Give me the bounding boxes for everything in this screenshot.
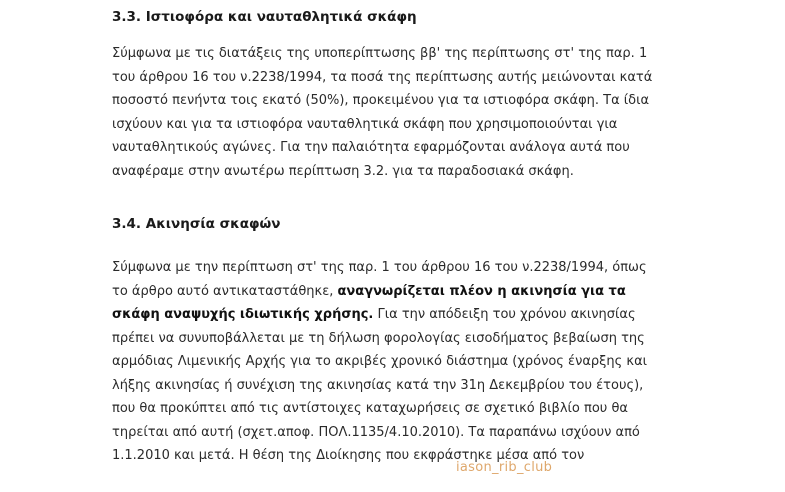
paragraph-line bbox=[112, 280, 672, 304]
paragraph-line: που θα προκύπτει από τις αντίστοιχες καταχωρήσεις σε σχετικό βιβλίο που θα bbox=[112, 401, 628, 416]
paragraph-line: 1.1.2010 και μετά. Η θέση της Διοίκησης που εκφράστηκε μέσα από τον bbox=[112, 448, 585, 463]
paragraph-line: του άρθρου 16 του ν.2238/1994, τα ποσά της περίπτωσης αυτής μειώνονται κατά bbox=[112, 69, 653, 85]
paragraph-line bbox=[112, 303, 672, 327]
bold-emphasis-text: αναγνωρίζεται πλέον η ακινησία για τα bbox=[337, 283, 626, 299]
paragraph-line: ναυταθλητικούς αγώνες. Για την παλαιότητα εφαρμόζονται ανάλογα αυτά που bbox=[112, 140, 630, 155]
paragraph-line: αρμόδιας Λιμενικής Αρχής για το ακριβές χρονικό διάστημα (χρόνος έναρξης και bbox=[112, 354, 648, 369]
paragraph-line: αναφέραμε στην ανωτέρω περίπτωση 3.2. για τα παραδοσιακά σκάφη. bbox=[112, 163, 574, 179]
section-3-4-heading: 3.4. Ακινησία σκαφών bbox=[112, 216, 281, 232]
paragraph-line: τηρείται από αυτή (σχετ.αποφ. ΠΟΛ.1135/4.10.2010). Τα παραπάνω ισχύουν από bbox=[112, 424, 640, 440]
paragraph-text: Για την απόδειξη του χρόνου ακινησίας bbox=[373, 307, 636, 322]
paragraph-line: Σύμφωνα με τις διατάξεις της υποπερίπτωσης ββ' της περίπτωσης στ' της παρ. 1 bbox=[112, 46, 648, 61]
paragraph-line: ισχύουν και για τα ιστιοφόρα ναυταθλητικά σκάφη που χρησιμοποιούνται για bbox=[112, 116, 618, 132]
paragraph-line: ποσοστό πενήντα τοις εκατό (50%), προκειμένου για τα ιστιοφόρα σκάφη. Τα ίδια bbox=[112, 93, 650, 108]
paragraph-line: Σύμφωνα με την περίπτωση στ' της παρ. 1 του άρθρου 16 του ν.2238/1994, όπως bbox=[112, 260, 647, 275]
section-3-3-heading: 3.3. Ιστιοφόρα και ναυταθλητικά σκάφη bbox=[112, 9, 417, 25]
paragraph-line: λήξης ακινησίας ή συνέχιση της ακινησίας κατά την 31η Δεκεμβρίου του έτους), bbox=[112, 377, 644, 393]
paragraph-text: το άρθρο αυτό αντικαταστάθηκε, bbox=[112, 283, 338, 299]
paragraph-line: πρέπει να συνυποβάλλεται με τη δήλωση φορολογίας εισοδήματος βεβαίωση της bbox=[112, 330, 645, 346]
section-3-3-paragraph bbox=[112, 42, 672, 183]
section-3-4-paragraph bbox=[112, 256, 672, 468]
bold-emphasis-text: σκάφη αναψυχής ιδιωτικής χρήσης. bbox=[112, 307, 374, 322]
watermark-text: iason_rib_club bbox=[456, 460, 553, 475]
